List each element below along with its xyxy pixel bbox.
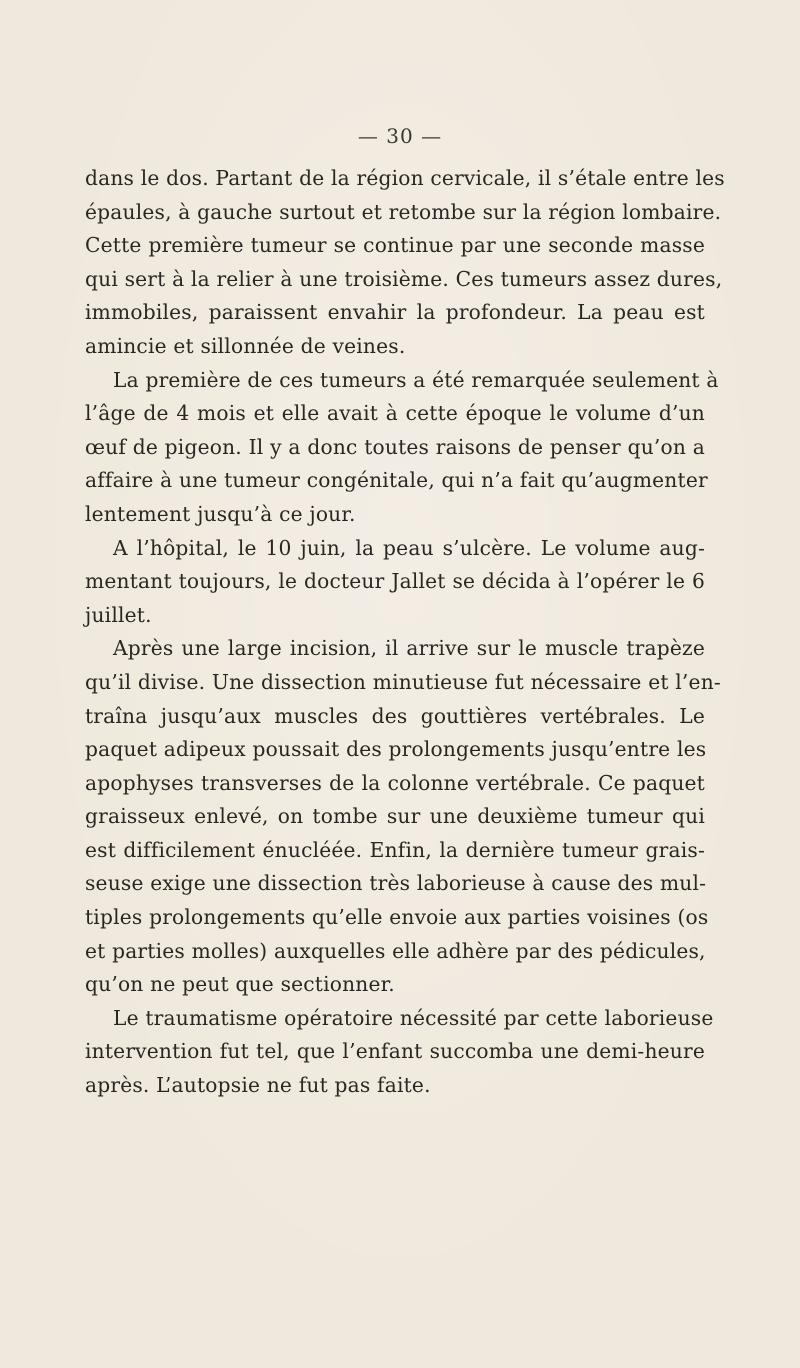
- text-line: intervention fut tel, que l’enfant succomba une demi-heure: [85, 1039, 705, 1064]
- text-line: affaire à une tumeur congénitale, qui n’a fait qu’augmenter: [85, 468, 708, 493]
- text-line: qu’il divise. Une dissection minutieuse fut nécessaire et l’en-: [85, 669, 721, 694]
- text-line: La première de ces tumeurs a été remarquée seulement à: [113, 367, 719, 392]
- text-line: traîna jusqu’aux muscles des gouttières vertébrales. Le: [85, 703, 705, 728]
- text-line: amincie et sillonnée de veines.: [85, 333, 406, 358]
- text-line: l’âge de 4 mois et elle avait à cette époque le volume d’un: [85, 401, 705, 426]
- text-line: mentant toujours, le docteur Jallet se décida à l’opérer le 6: [85, 569, 705, 594]
- text-line: épaules, à gauche surtout et retombe sur la région lombaire.: [85, 199, 722, 224]
- text-line: Le traumatisme opératoire nécessité par cette laborieuse: [113, 1005, 714, 1030]
- text-line: A l’hôpital, le 10 juin, la peau s’ulcère. Le volume aug-: [113, 535, 705, 560]
- text-line: lentement jusqu’à ce jour.: [85, 501, 356, 526]
- page-number: — 30 —: [357, 124, 443, 148]
- text-line: Cette première tumeur se continue par une seconde masse: [85, 233, 705, 258]
- text-line: après. L’autopsie ne fut pas faite.: [85, 1073, 431, 1098]
- text-line: et parties molles) auxquelles elle adhère par des pédicules,: [85, 938, 706, 963]
- text-line: immobiles, paraissent envahir la profondeur. La peau est: [85, 300, 705, 325]
- text-line: juillet.: [85, 602, 152, 627]
- text-line: tiples prolongements qu’elle envoie aux parties voisines (os: [85, 905, 709, 930]
- text-line: paquet adipeux poussait des prolongements jusqu’entre les: [85, 737, 707, 762]
- text-line: dans le dos. Partant de la région cervicale, il s’étale entre les: [85, 166, 725, 190]
- text-line: qu’on ne peut que sectionner.: [85, 972, 395, 997]
- text-line: est difficilement énucléée. Enfin, la dernière tumeur grais-: [85, 837, 705, 862]
- text-line: apophyses transverses de la colonne vertébrale. Ce paquet: [85, 770, 705, 795]
- text-line: œuf de pigeon. Il y a donc toutes raisons de penser qu’on a: [85, 434, 705, 459]
- text-line: graisseux enlevé, on tombe sur une deuxième tumeur qui: [85, 804, 705, 829]
- body-text: [85, 162, 725, 1103]
- text-line: qui sert à la relier à une troisième. Ces tumeurs assez dures,: [85, 266, 723, 291]
- text-line: Après une large incision, il arrive sur le muscle trapèze: [113, 636, 705, 661]
- text-line: seuse exige une dissection très laborieuse à cause des mul-: [85, 871, 707, 896]
